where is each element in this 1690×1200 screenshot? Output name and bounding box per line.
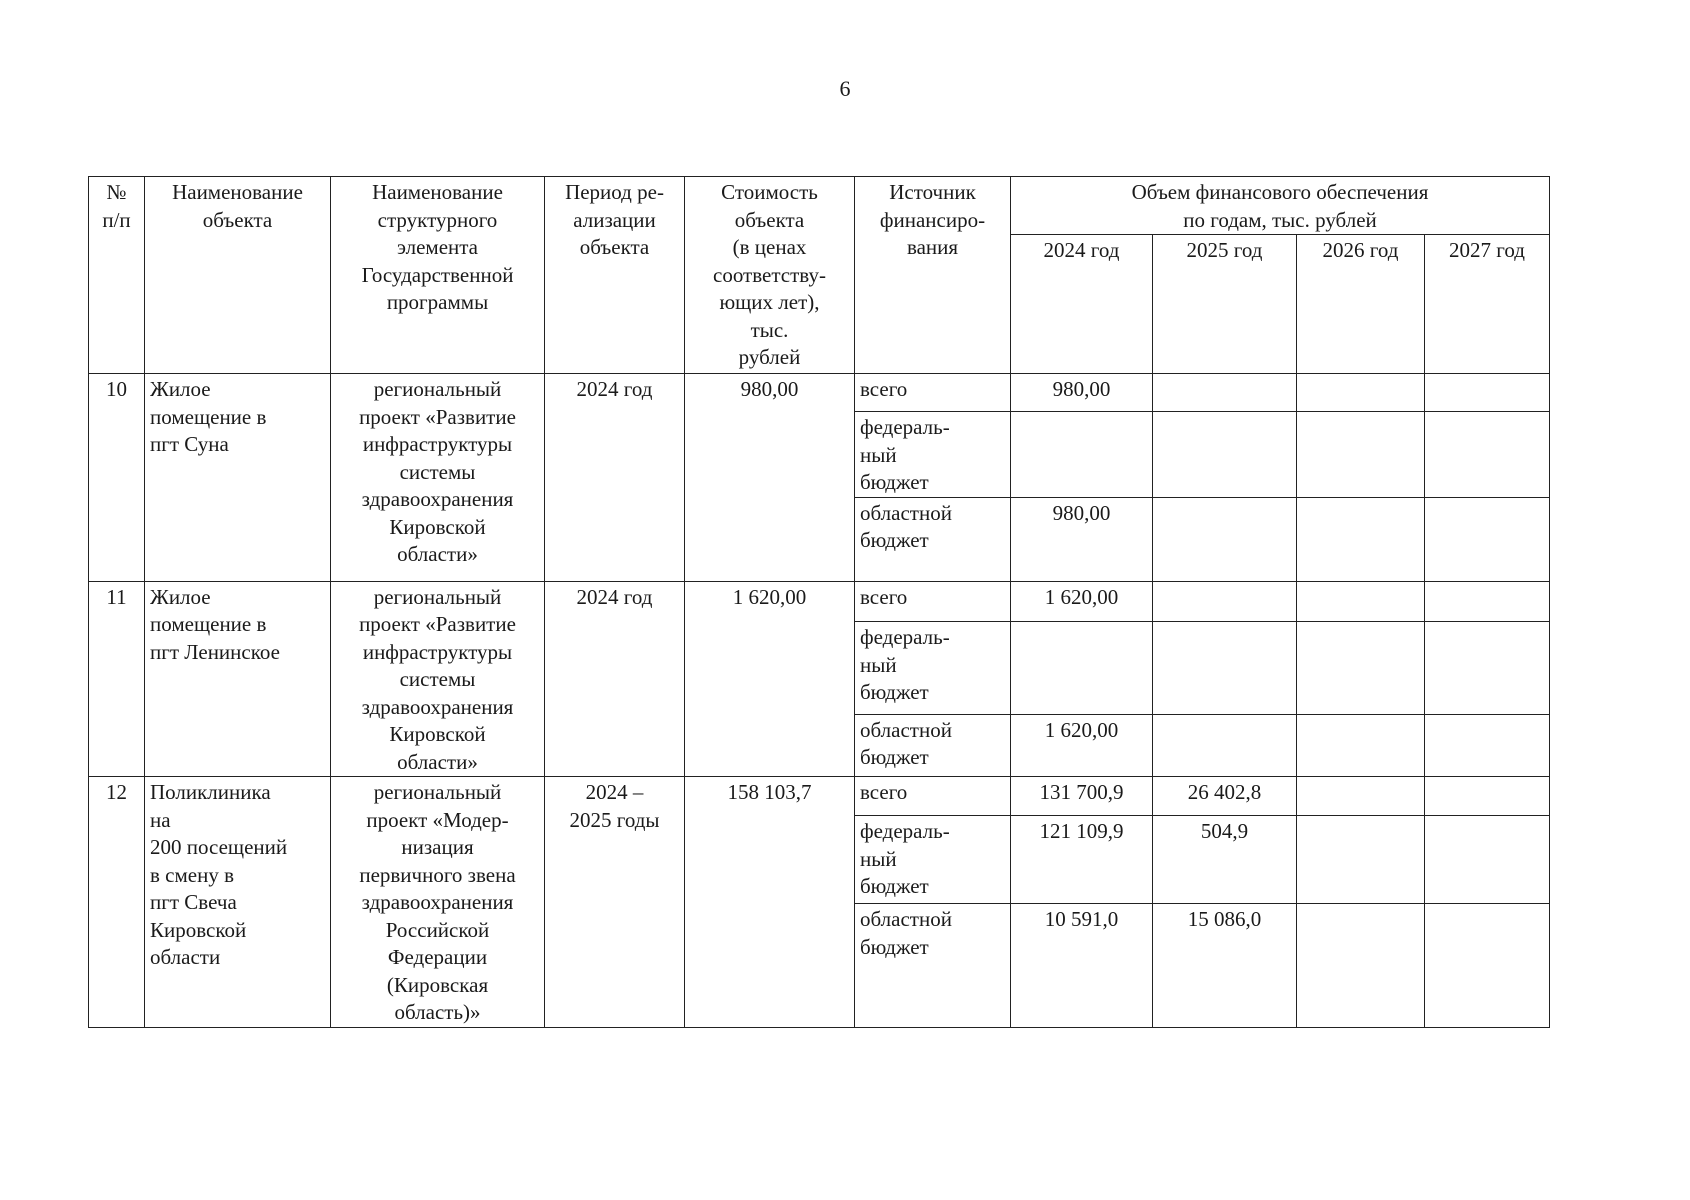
value-2025: 26 402,8: [1153, 777, 1297, 816]
value-2027: [1425, 412, 1550, 498]
row-period: 2024 – 2025 годы: [545, 777, 685, 1028]
row-cost: 158 103,7: [685, 777, 855, 1028]
row-period: 2024 год: [545, 374, 685, 582]
table-row: [89, 777, 1550, 816]
header-year-2025: 2025 год: [1153, 235, 1297, 374]
value-2025: 504,9: [1153, 816, 1297, 904]
value-2025: [1153, 374, 1297, 412]
header-year-2024: 2024 год: [1011, 235, 1153, 374]
value-2026: [1297, 777, 1425, 816]
row-num: 12: [89, 777, 145, 1028]
row-object: Жилое помещение в пгт Суна: [145, 374, 331, 582]
value-2024: 980,00: [1011, 374, 1153, 412]
header-row: [89, 177, 1550, 235]
source-label: федераль- ный бюджет: [855, 412, 1011, 498]
table-row: [89, 581, 1550, 622]
value-2024: 121 109,9: [1011, 816, 1153, 904]
value-2027: [1425, 581, 1550, 622]
value-2026: [1297, 622, 1425, 714]
header-cost: Стоимость объекта (в ценах соответству- ющих лет), тыс. рублей: [685, 177, 855, 374]
value-2026: [1297, 714, 1425, 776]
value-2027: [1425, 904, 1550, 1027]
row-object: Жилое помещение в пгт Ленинское: [145, 581, 331, 777]
value-2027: [1425, 777, 1550, 816]
header-object-name: Наименование объекта: [145, 177, 331, 374]
value-2025: [1153, 497, 1297, 581]
source-label: областной бюджет: [855, 497, 1011, 581]
value-2027: [1425, 497, 1550, 581]
source-label: всего: [855, 581, 1011, 622]
page-number: 6: [839, 76, 851, 101]
value-2025: [1153, 581, 1297, 622]
source-label: областной бюджет: [855, 904, 1011, 1027]
value-2024: 131 700,9: [1011, 777, 1153, 816]
header-year-2027: 2027 год: [1425, 235, 1550, 374]
value-2024: 10 591,0: [1011, 904, 1153, 1027]
value-2027: [1425, 816, 1550, 904]
header-year-2026: 2026 год: [1297, 235, 1425, 374]
value-2024: 1 620,00: [1011, 714, 1153, 776]
row-cost: 1 620,00: [685, 581, 855, 777]
row-element: региональный проект «Модер- низация первичного звена здравоохранения Российской Федерации (Кировская область)»: [331, 777, 545, 1028]
header-funding-group: Объем финансового обеспечения по годам, тыс. рублей: [1011, 177, 1550, 235]
value-2026: [1297, 904, 1425, 1027]
value-2024: [1011, 412, 1153, 498]
table-row: [89, 374, 1550, 412]
header-period: Период ре- ализации объекта: [545, 177, 685, 374]
header-element-name: Наименование структурного элемента Государственной программы: [331, 177, 545, 374]
source-label: всего: [855, 374, 1011, 412]
value-2024: 980,00: [1011, 497, 1153, 581]
value-2024: 1 620,00: [1011, 581, 1153, 622]
value-2025: [1153, 622, 1297, 714]
value-2026: [1297, 412, 1425, 498]
source-label: федераль- ный бюджет: [855, 816, 1011, 904]
value-2027: [1425, 374, 1550, 412]
source-label: федераль- ный бюджет: [855, 622, 1011, 714]
value-2026: [1297, 581, 1425, 622]
row-num: 10: [89, 374, 145, 582]
value-2026: [1297, 374, 1425, 412]
value-2027: [1425, 622, 1550, 714]
row-period: 2024 год: [545, 581, 685, 777]
row-cost: 980,00: [685, 374, 855, 582]
value-2025: 15 086,0: [1153, 904, 1297, 1027]
value-2027: [1425, 714, 1550, 776]
value-2025: [1153, 412, 1297, 498]
row-object: Поликлиника на 200 посещений в смену в пгт Свеча Кировской области: [145, 777, 331, 1028]
value-2026: [1297, 816, 1425, 904]
source-label: областной бюджет: [855, 714, 1011, 776]
value-2025: [1153, 714, 1297, 776]
value-2026: [1297, 497, 1425, 581]
financing-table: [88, 176, 1550, 1028]
value-2024: [1011, 622, 1153, 714]
source-label: всего: [855, 777, 1011, 816]
row-element: региональный проект «Развитие инфраструктуры системы здравоохранения Кировской области»: [331, 581, 545, 777]
row-num: 11: [89, 581, 145, 777]
header-num: № п/п: [89, 177, 145, 374]
row-element: региональный проект «Развитие инфраструктуры системы здравоохранения Кировской области»: [331, 374, 545, 582]
header-source: Источник финансиро- вания: [855, 177, 1011, 374]
